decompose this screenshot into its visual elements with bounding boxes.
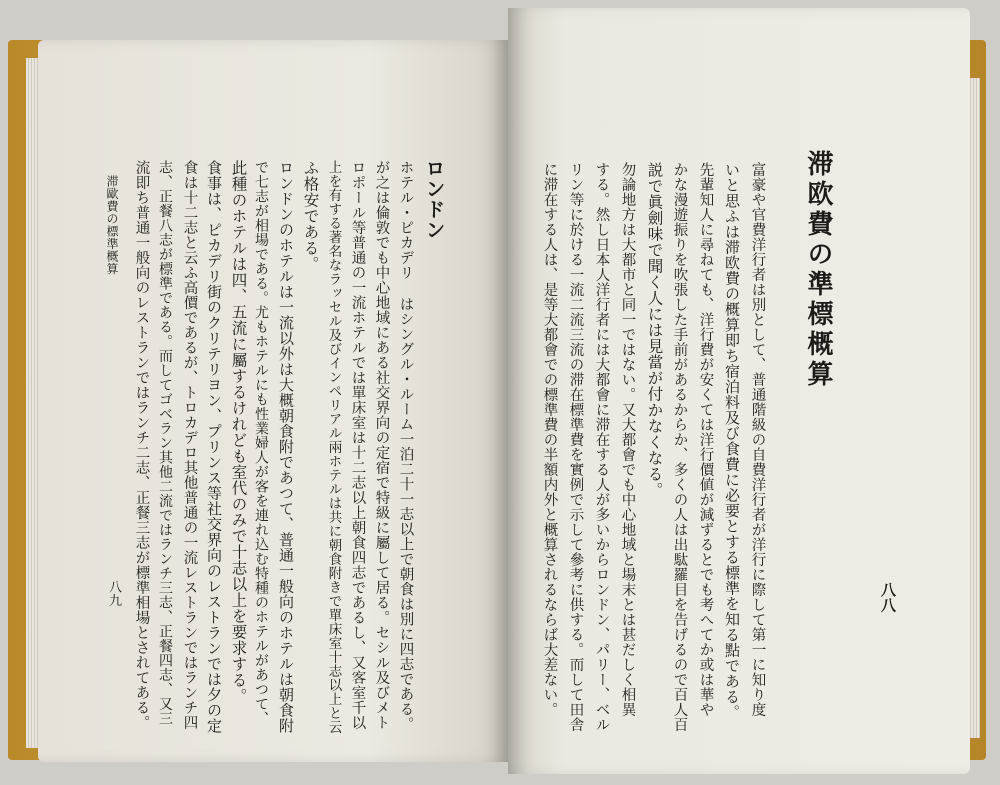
text-line: に滞在する人は、是等大都會での標準費の半額内外と概算されるならば大差ない。 bbox=[541, 162, 558, 717]
text-line: 流即ち普通一般向のレストランではランチ二志、正餐三志が標準相場とされてある。 bbox=[133, 160, 150, 730]
text-line: する。然し日本人洋行者には大都會に滞在する人が多いからロンドン、パリー、ベル bbox=[593, 162, 610, 732]
text-line: 食事は、ピカデリ街のクリテリヨン、プリンス等社交界向のレストランでは夕の定 bbox=[205, 160, 223, 734]
text-line: 上を有する著名なラッセル及びインペリアル兩ホテルは共に朝食附きで單床室十志以上と云 bbox=[325, 160, 342, 734]
text-line: ホテル・ピカデリ はシングル・ルーム一泊二十一志以上で朝食は別に四志である。 bbox=[397, 160, 414, 732]
text-line: 此種のホテルは四、五流に屬するけれども室代のみで十志以上を要求する。 bbox=[229, 160, 248, 704]
text-line: ふ格安である。 bbox=[301, 160, 320, 272]
text-line: ロンドンのホテルは一流以外は大概朝食附であつて、普通一般向のホテルは朝食附 bbox=[277, 160, 295, 734]
text-line: 勿論地方は大都市と同一ではない。又大都會でも中心地域と場末とは甚だしく相異 bbox=[619, 162, 636, 717]
page-number: 八九 bbox=[106, 580, 121, 607]
text-line: ロポール等普通の一流ホテルでは單床室は十二志以上朝食四志であるし、又客室千以 bbox=[349, 160, 366, 730]
text-line: 説で眞劍味で聞く人には見當が付かなくなる。 bbox=[645, 162, 664, 498]
text-line: 富豪や官費洋行者は別として、普通階級の自費洋行者が洋行に際して第一に知り度 bbox=[749, 162, 766, 717]
left-page bbox=[38, 40, 508, 762]
chapter-title: 滞欧費の準標概算 bbox=[803, 150, 833, 390]
running-head: 滞歐費の標準概算 bbox=[105, 175, 119, 275]
text-line: いと思ふは滞欧費の概算即ち宿泊料及び食費に必要とする標準を知る點である。 bbox=[723, 162, 741, 720]
section-title: ロンドン bbox=[422, 158, 446, 240]
text-line: が之は倫敦でも中心地域にある社交界向の定宿で特級に屬して居る。セシル及びメト bbox=[373, 160, 390, 730]
text-line: 先輩知人に尋ねても、洋行費が安くては洋行價値が減ずるとでも考へてか或は華や bbox=[697, 162, 714, 717]
text-line: 志、正餐八志が標準である。而してゴベラン其他二流ではランチ三志、正餐四志、又三 bbox=[157, 160, 173, 726]
text-line: かな漫遊振りを吹張した手前があるからか、多くの人は出駄羅目を告げるので百人百 bbox=[671, 162, 688, 732]
text-line: 食は十二志と云ふ高價であるが、トロカデロ其他普通の一流レストランではランチ四 bbox=[181, 160, 198, 730]
text-line: リン等に於ける一流二流三流の滞在標準費を實例で示して參考に供する。而して田舎 bbox=[567, 162, 584, 732]
text-line: で七志が相場である。尤もホテルにも性業婦人が客を連れ込む特種のホテルがあつて、 bbox=[253, 160, 269, 726]
page-number: 八八 bbox=[879, 582, 897, 613]
